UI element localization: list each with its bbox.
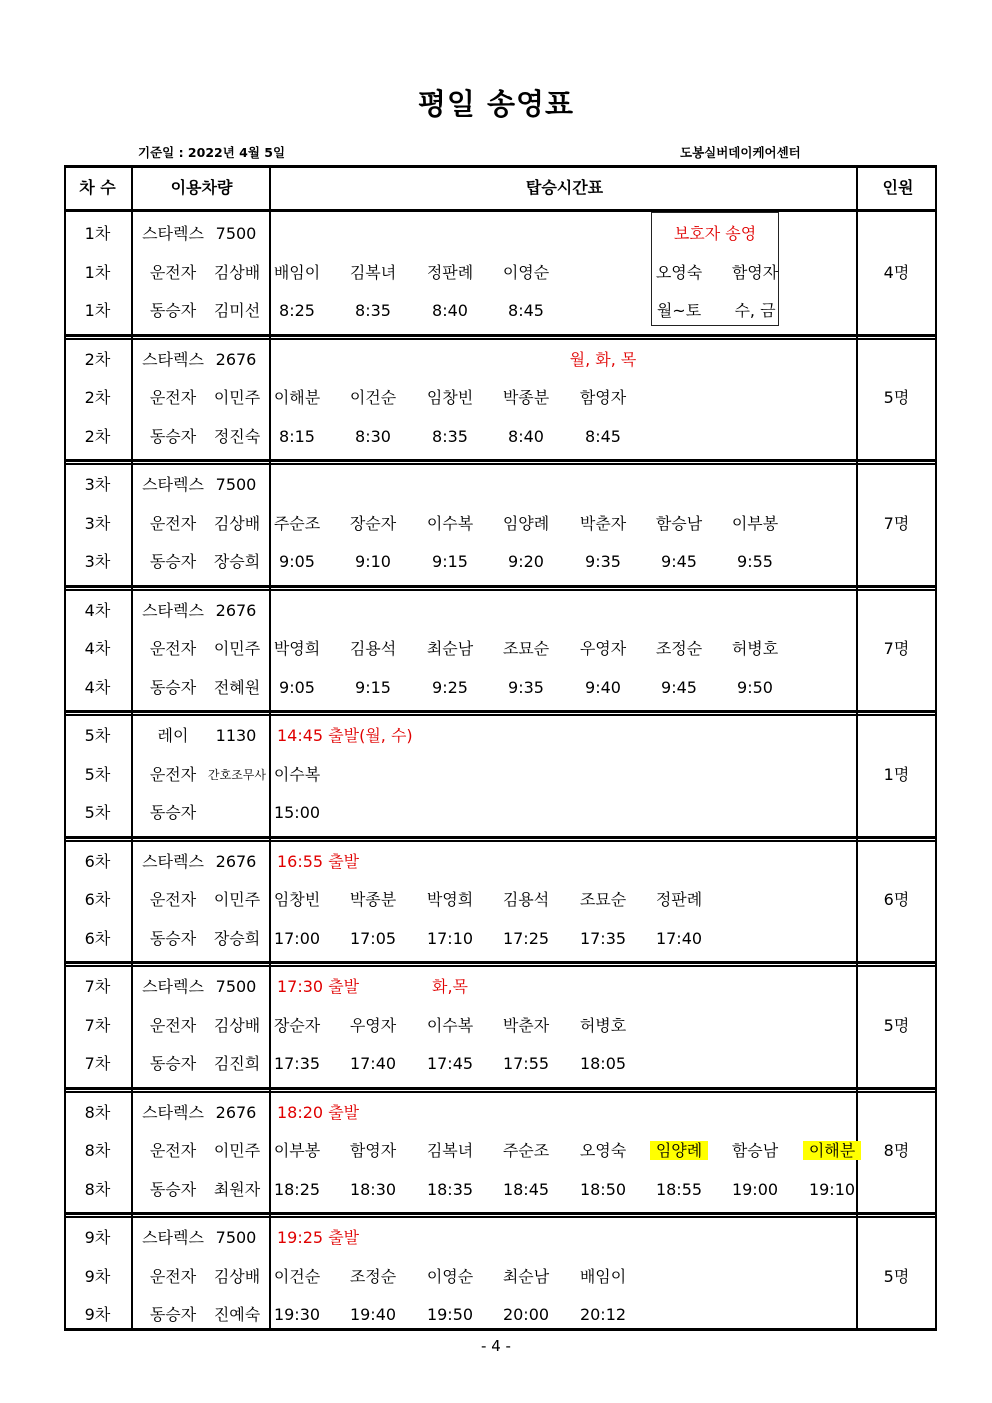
pickup-time: 17:55 [502, 1054, 550, 1073]
round-label: 8차 [84, 1102, 111, 1122]
pickup-time: 20:12 [579, 1305, 627, 1324]
passenger-name [410, 254, 490, 292]
pickup-time: 9:15 [355, 677, 391, 697]
passenger-name-text: 이건순 [349, 388, 397, 407]
passenger-name [333, 505, 413, 543]
passenger-name-text: 이부봉 [273, 1141, 321, 1160]
passenger-name-text: 주순조 [502, 1141, 550, 1160]
pickup-time: 9:45 [661, 552, 697, 571]
group-separator [64, 714, 937, 716]
vehicle-type: 스타렉스 [142, 475, 204, 494]
departure-note: 월, 화, 목 [569, 349, 637, 369]
pickup-time: 9:45 [661, 677, 697, 697]
passenger-name-text: 배임이 [579, 1266, 627, 1286]
table-bottom-border [64, 1328, 937, 1331]
passenger-name-text: 우영자 [349, 1015, 397, 1035]
passenger-name [486, 254, 566, 292]
passenger-count: 1명 [883, 764, 910, 784]
passenger-name-text: 김용석 [349, 639, 397, 658]
companion-label: 동승자 [149, 1305, 197, 1324]
companion-label: 동승자 [149, 426, 197, 446]
passenger-name [563, 1132, 643, 1170]
passenger-name-text: 임양례 [650, 1141, 708, 1160]
pickup-time: 18:25 [273, 1179, 321, 1199]
round-label: 7차 [84, 977, 111, 996]
passenger-count: 7명 [883, 513, 910, 533]
round-label: 2차 [84, 349, 111, 369]
reference-date: 기준일 : 2022년 4월 5일 [138, 145, 286, 160]
passenger-name [333, 1132, 413, 1170]
passenger-name-text: 주순조 [273, 513, 321, 533]
round-label: 3차 [84, 552, 111, 571]
pickup-time: 17:25 [502, 928, 550, 948]
passenger-name [257, 505, 337, 543]
passenger-name [257, 254, 337, 292]
passenger-name [410, 1007, 490, 1045]
pickup-time: 17:00 [273, 928, 321, 948]
companion-label: 동승자 [149, 928, 197, 948]
pickup-time: 9:35 [585, 552, 621, 571]
companion-label: 동승자 [149, 552, 197, 571]
vehicle-number: 2676 [215, 349, 257, 369]
group-separator [64, 965, 937, 967]
passenger-name [333, 881, 413, 919]
group-separator [64, 585, 937, 588]
passenger-name [257, 1132, 337, 1170]
passenger-name-text: 이영순 [426, 1266, 474, 1286]
passenger-name-text: 배임이 [273, 262, 321, 282]
round-label: 1차 [84, 224, 111, 243]
passenger-name [410, 379, 490, 417]
group-separator [64, 840, 937, 842]
pickup-time: 19:10 [808, 1179, 856, 1199]
vehicle-number: 2676 [215, 1102, 257, 1122]
departure-note: 14:45 출발(월, 수) [277, 726, 413, 745]
pickup-time: 18:05 [579, 1054, 627, 1073]
pickup-time: 18:45 [502, 1179, 550, 1199]
round-label: 7차 [84, 1054, 111, 1073]
pickup-time: 8:25 [279, 301, 315, 320]
header-round: 차 수 [79, 178, 116, 197]
departure-note: 17:30 출발 [277, 977, 360, 996]
pickup-time: 8:40 [432, 301, 468, 320]
group-separator [64, 1216, 937, 1218]
driver-name: 김상배 [213, 262, 261, 282]
guardian-name: 오영숙 [655, 262, 703, 282]
passenger-name [257, 1258, 337, 1296]
vehicle-type: 스타렉스 [142, 349, 204, 369]
driver-name: 이민주 [213, 388, 261, 407]
passenger-name-text: 박영희 [273, 639, 321, 658]
passenger-name [715, 1132, 795, 1170]
page-number: - 4 - [481, 1337, 511, 1355]
round-label: 1차 [84, 262, 111, 282]
companion-label: 동승자 [149, 677, 197, 697]
pickup-time: 9:05 [279, 677, 315, 697]
pickup-time: 18:50 [579, 1179, 627, 1199]
passenger-name [563, 881, 643, 919]
pickup-time: 8:40 [508, 426, 544, 446]
passenger-name [486, 379, 566, 417]
group-separator [64, 589, 937, 591]
passenger-name [563, 379, 643, 417]
passenger-name-text: 이해분 [273, 388, 321, 407]
passenger-name-text: 이해분 [803, 1141, 861, 1160]
departure-note: 16:55 출발 [277, 851, 360, 871]
passenger-name [410, 1258, 490, 1296]
passenger-name [257, 1007, 337, 1045]
vehicle-type: 스타렉스 [142, 600, 204, 620]
passenger-count: 5명 [883, 1266, 910, 1286]
passenger-name-text: 조정순 [655, 639, 703, 658]
pickup-time: 8:30 [355, 426, 391, 446]
center-name: 도봉실버데이케어센터 [680, 145, 801, 160]
companion-name: 장승희 [213, 928, 261, 948]
group-separator [64, 1087, 937, 1090]
group-separator [64, 459, 937, 462]
passenger-name [639, 1132, 719, 1170]
pickup-time: 18:30 [349, 1179, 397, 1199]
passenger-name [486, 505, 566, 543]
group-separator [64, 961, 937, 964]
passenger-name-text: 최순남 [502, 1266, 550, 1286]
passenger-name [563, 630, 643, 668]
passenger-name-text: 함영자 [579, 388, 627, 407]
pickup-time: 19:40 [349, 1305, 397, 1324]
table-right-border [935, 165, 937, 1331]
passenger-name [410, 881, 490, 919]
passenger-name-text: 장순자 [349, 513, 397, 533]
pickup-time: 18:55 [655, 1179, 703, 1199]
passenger-name [410, 505, 490, 543]
passenger-count: 7명 [883, 639, 910, 658]
companion-name: 진예숙 [213, 1305, 261, 1324]
passenger-name-text: 박종분 [502, 388, 550, 407]
passenger-name-text: 임창빈 [273, 890, 321, 909]
pickup-time: 8:35 [355, 301, 391, 320]
passenger-name [333, 1258, 413, 1296]
guardian-days: 수, 금 [734, 301, 776, 320]
passenger-name-text: 장순자 [273, 1015, 321, 1035]
round-label: 6차 [84, 928, 111, 948]
passenger-name-text: 이부봉 [731, 513, 779, 533]
passenger-name [715, 505, 795, 543]
departure-note: 화,목 [432, 977, 468, 996]
driver-label: 운전자 [149, 388, 197, 407]
passenger-name-text: 허병호 [579, 1015, 627, 1035]
pickup-time: 9:20 [508, 552, 544, 571]
header-vehicle: 이용차량 [170, 178, 233, 197]
round-label: 8차 [84, 1179, 111, 1199]
header-bottom-border [64, 209, 937, 212]
passenger-name [333, 379, 413, 417]
passenger-name-text: 최순남 [426, 639, 474, 658]
pickup-time: 17:10 [426, 928, 474, 948]
passenger-name [563, 1258, 643, 1296]
passenger-name-text: 이수복 [426, 1015, 474, 1035]
driver-label: 운전자 [149, 1141, 197, 1160]
pickup-time: 9:55 [737, 552, 773, 571]
passenger-name [715, 630, 795, 668]
round-label: 1차 [84, 301, 111, 320]
companion-name: 최원자 [213, 1179, 261, 1199]
passenger-name [486, 881, 566, 919]
companion-name: 김미선 [213, 301, 261, 320]
passenger-name-text: 정판례 [655, 890, 703, 909]
pickup-time: 8:35 [432, 426, 468, 446]
round-label: 3차 [84, 475, 111, 494]
passenger-name [333, 630, 413, 668]
passenger-name-text: 김복녀 [349, 262, 397, 282]
group-separator [64, 710, 937, 713]
passenger-name-text: 조묘순 [579, 890, 627, 909]
driver-label: 운전자 [149, 513, 197, 533]
passenger-name [486, 1007, 566, 1045]
passenger-name-text: 우영자 [579, 639, 627, 658]
passenger-name-text: 조묘순 [502, 639, 550, 658]
round-label: 9차 [84, 1305, 111, 1324]
driver-name: 이민주 [213, 639, 261, 658]
passenger-name-text: 함영자 [349, 1141, 397, 1160]
driver-label: 운전자 [149, 1266, 197, 1286]
pickup-time: 17:35 [579, 928, 627, 948]
passenger-name [333, 254, 413, 292]
round-label: 7차 [84, 1015, 111, 1035]
pickup-time: 19:30 [273, 1305, 321, 1324]
pickup-time: 8:15 [279, 426, 315, 446]
passenger-name-text: 조정순 [349, 1266, 397, 1286]
passenger-name [563, 505, 643, 543]
pickup-time: 17:40 [655, 928, 703, 948]
pickup-time: 9:05 [279, 552, 315, 571]
passenger-name-text: 함승남 [731, 1141, 779, 1160]
round-label: 9차 [84, 1228, 111, 1247]
passenger-name [486, 1132, 566, 1170]
passenger-name [486, 630, 566, 668]
guardian-name: 함영자 [731, 262, 779, 282]
round-label: 9차 [84, 1266, 111, 1286]
round-label: 5차 [84, 726, 111, 745]
companion-name: 정진숙 [213, 426, 261, 446]
round-label: 4차 [84, 600, 111, 620]
pickup-time: 17:40 [349, 1054, 397, 1073]
pickup-time: 8:45 [585, 426, 621, 446]
passenger-name [257, 379, 337, 417]
driver-name: 김상배 [213, 513, 261, 533]
header-count: 인원 [882, 178, 914, 197]
pickup-time: 9:10 [355, 552, 391, 571]
driver-label: 운전자 [149, 262, 197, 282]
pickup-time: 17:05 [349, 928, 397, 948]
group-separator [64, 1212, 937, 1215]
pickup-time: 9:40 [585, 677, 621, 697]
round-label: 5차 [84, 803, 111, 822]
round-label: 2차 [84, 426, 111, 446]
round-label: 6차 [84, 851, 111, 871]
pickup-time: 17:35 [273, 1054, 321, 1073]
passenger-name [639, 505, 719, 543]
guardian-title: 보호자 송영 [673, 224, 757, 243]
companion-name: 전혜원 [213, 677, 261, 697]
passenger-count: 8명 [883, 1141, 910, 1160]
passenger-name-text: 정판례 [426, 262, 474, 282]
companion-label: 동승자 [149, 301, 197, 320]
passenger-name [563, 1007, 643, 1045]
group-separator [64, 338, 937, 340]
passenger-name-text: 이영순 [502, 262, 550, 282]
passenger-name-text: 임창빈 [426, 388, 474, 407]
passenger-name-text: 김복녀 [426, 1141, 474, 1160]
passenger-name [639, 881, 719, 919]
group-separator [64, 836, 937, 839]
driver-name: 김상배 [213, 1266, 261, 1286]
passenger-name [257, 881, 337, 919]
driver-label: 운전자 [149, 764, 197, 784]
passenger-name-text: 박종분 [349, 890, 397, 909]
vehicle-number: 1130 [215, 726, 257, 745]
passenger-count: 6명 [883, 890, 910, 909]
passenger-name-text: 함승남 [655, 513, 703, 533]
passenger-count: 5명 [883, 1015, 910, 1035]
departure-note: 19:25 출발 [277, 1228, 360, 1247]
vehicle-number: 7500 [215, 977, 257, 996]
driver-name: 간호조무사 [208, 767, 266, 782]
passenger-name [410, 1132, 490, 1170]
vehicle-number: 7500 [215, 224, 257, 243]
pickup-time: 9:15 [432, 552, 468, 571]
vehicle-type: 스타렉스 [142, 1228, 204, 1247]
passenger-name-text: 이수복 [273, 764, 321, 784]
vehicle-number: 2676 [215, 851, 257, 871]
pickup-time: 19:50 [426, 1305, 474, 1324]
page-title: 평일 송영표 [417, 87, 575, 121]
passenger-name-text: 김용석 [502, 890, 550, 909]
pickup-time: 9:50 [737, 677, 773, 697]
guardian-days: 월~토 [656, 301, 702, 320]
driver-label: 운전자 [149, 639, 197, 658]
passenger-name [486, 1258, 566, 1296]
pickup-time: 19:00 [731, 1179, 779, 1199]
driver-name: 이민주 [213, 1141, 261, 1160]
round-label: 5차 [84, 764, 111, 784]
table-top-border [64, 165, 937, 168]
header-timetable: 탑승시간표 [525, 178, 604, 197]
passenger-name-text: 이건순 [273, 1266, 321, 1286]
companion-name: 김진희 [213, 1054, 261, 1073]
driver-label: 운전자 [149, 890, 197, 909]
companion-label: 동승자 [149, 803, 197, 822]
pickup-time: 15:00 [273, 803, 321, 822]
group-separator [64, 1091, 937, 1093]
passenger-count: 4명 [883, 262, 910, 282]
round-label: 4차 [84, 639, 111, 658]
passenger-name-text: 박영희 [426, 890, 474, 909]
vehicle-type: 스타렉스 [142, 1102, 204, 1122]
driver-name: 이민주 [213, 890, 261, 909]
vehicle-type: 스타렉스 [142, 224, 204, 243]
passenger-name [257, 630, 337, 668]
round-label: 6차 [84, 890, 111, 909]
passenger-name-text: 이수복 [426, 513, 474, 533]
round-label: 8차 [84, 1141, 111, 1160]
vehicle-number: 2676 [215, 600, 257, 620]
passenger-name [333, 1007, 413, 1045]
departure-note: 18:20 출발 [277, 1102, 360, 1122]
round-label: 4차 [84, 677, 111, 697]
driver-name: 김상배 [213, 1015, 261, 1035]
pickup-time: 9:25 [432, 677, 468, 697]
vehicle-type: 스타렉스 [142, 851, 204, 871]
passenger-count: 5명 [883, 388, 910, 407]
vehicle-number: 7500 [215, 475, 257, 494]
pickup-time: 18:35 [426, 1179, 474, 1199]
driver-label: 운전자 [149, 1015, 197, 1035]
round-label: 3차 [84, 513, 111, 533]
passenger-name [410, 630, 490, 668]
passenger-name [257, 756, 337, 794]
passenger-name-text: 박춘자 [579, 513, 627, 533]
passenger-name-text: 오영숙 [579, 1141, 627, 1160]
pickup-time: 8:45 [508, 301, 544, 320]
group-separator [64, 334, 937, 337]
passenger-name [639, 630, 719, 668]
passenger-name-text: 박춘자 [502, 1015, 550, 1035]
passenger-name-text: 임양례 [502, 513, 550, 533]
companion-label: 동승자 [149, 1054, 197, 1073]
pickup-time: 9:35 [508, 677, 544, 697]
companion-label: 동승자 [149, 1179, 197, 1199]
passenger-name-text: 허병호 [731, 639, 779, 658]
vehicle-type: 레이 [157, 726, 189, 745]
vehicle-number: 7500 [215, 1228, 257, 1247]
round-label: 2차 [84, 388, 111, 407]
vehicle-type: 스타렉스 [142, 977, 204, 996]
pickup-time: 20:00 [502, 1305, 550, 1324]
companion-name: 장승희 [213, 552, 261, 571]
group-separator [64, 463, 937, 465]
pickup-time: 17:45 [426, 1054, 474, 1073]
